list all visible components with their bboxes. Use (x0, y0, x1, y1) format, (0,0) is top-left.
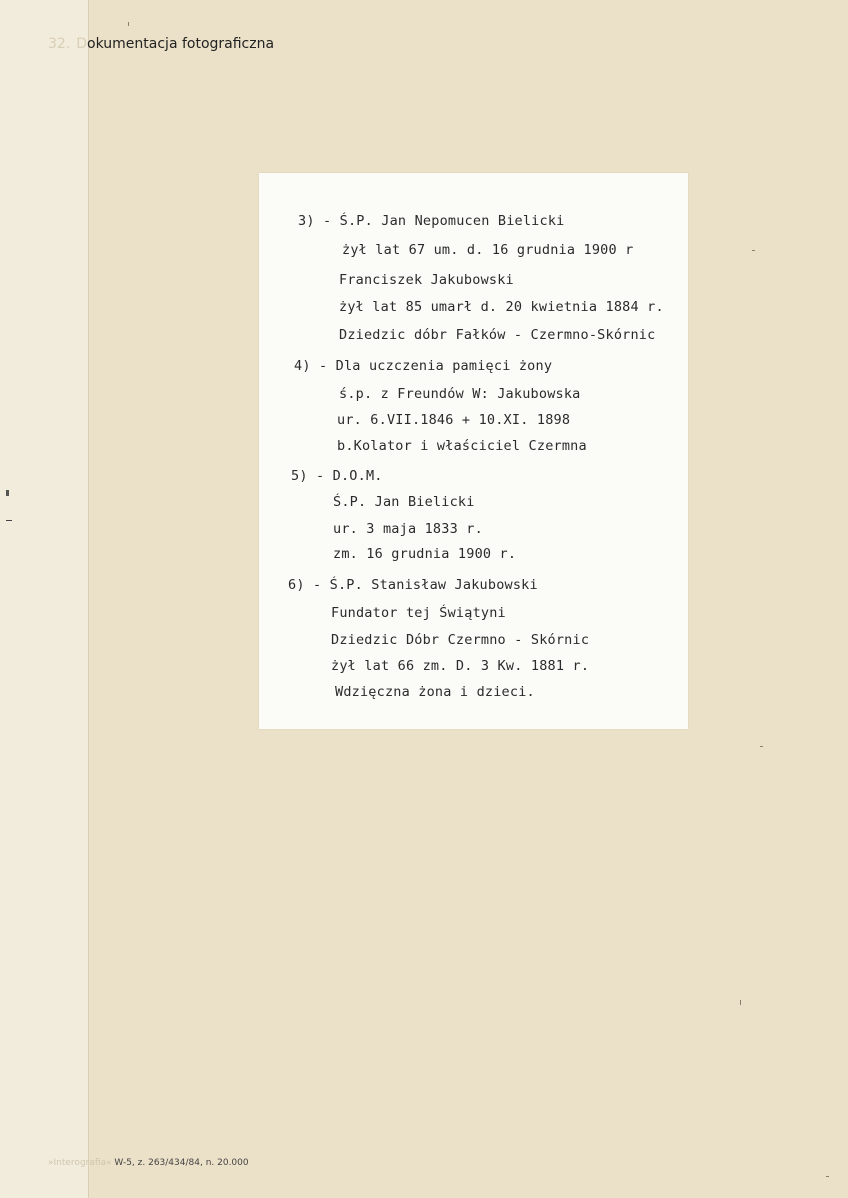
inscription-line: żył lat 85 umarł d. 20 kwietnia 1884 r. (339, 299, 664, 315)
inscription-line: b.Kolator i właściciel Czermna (337, 438, 587, 454)
inscription-line: zm. 16 grudnia 1900 r. (333, 546, 517, 562)
inscription-line: Franciszek Jakubowski (339, 272, 514, 288)
header-title-first-letter: D (76, 36, 88, 52)
inscription-line: 5) - D.O.M. (291, 468, 383, 484)
inscription-line: żył lat 67 um. d. 16 grudnia 1900 r (342, 242, 634, 258)
paper-speck (740, 1000, 741, 1005)
paper-speck (760, 746, 763, 747)
binding-strip (0, 0, 89, 1198)
typed-inscription-card (259, 173, 688, 729)
inscription-line: ur. 3 maja 1833 r. (333, 521, 483, 537)
inscription-line: żył lat 66 zm. D. 3 Kw. 1881 r. (331, 658, 590, 674)
inscription-line: Wdzięczna żona i dzieci. (335, 684, 535, 700)
header-number: 32. (48, 36, 71, 52)
inscription-line: 6) - Ś.P. Stanisław Jakubowski (288, 577, 538, 593)
header-title: okumentacja fotograficzna (87, 36, 275, 52)
inscription-line: Ś.P. Jan Bielicki (333, 494, 475, 510)
page-header (48, 36, 308, 56)
paper-speck (752, 250, 755, 251)
inscription-line: 3) - Ś.P. Jan Nepomucen Bielicki (298, 213, 565, 229)
inscription-line: Dziedzic dóbr Fałków - Czermno-Skórnic (339, 327, 656, 343)
inscription-line: ś.p. z Freundów W: Jakubowska (339, 386, 581, 402)
binding-mark (6, 490, 9, 496)
inscription-line: 4) - Dla uczczenia pamięci żony (294, 358, 553, 374)
paper-speck (826, 1176, 829, 1177)
binding-mark (6, 520, 12, 521)
imprint-publisher: »Interografia« (48, 1158, 112, 1168)
inscription-line: Fundator tej Świątyni (331, 605, 506, 621)
paper-speck (128, 22, 129, 26)
imprint-text: W-5, z. 263/434/84, n. 20.000 (111, 1158, 249, 1168)
inscription-line: Dziedzic Dóbr Czermno - Skórnic (331, 632, 590, 648)
printer-imprint (48, 1158, 348, 1172)
inscription-line: ur. 6.VII.1846 + 10.XI. 1898 (337, 412, 571, 428)
